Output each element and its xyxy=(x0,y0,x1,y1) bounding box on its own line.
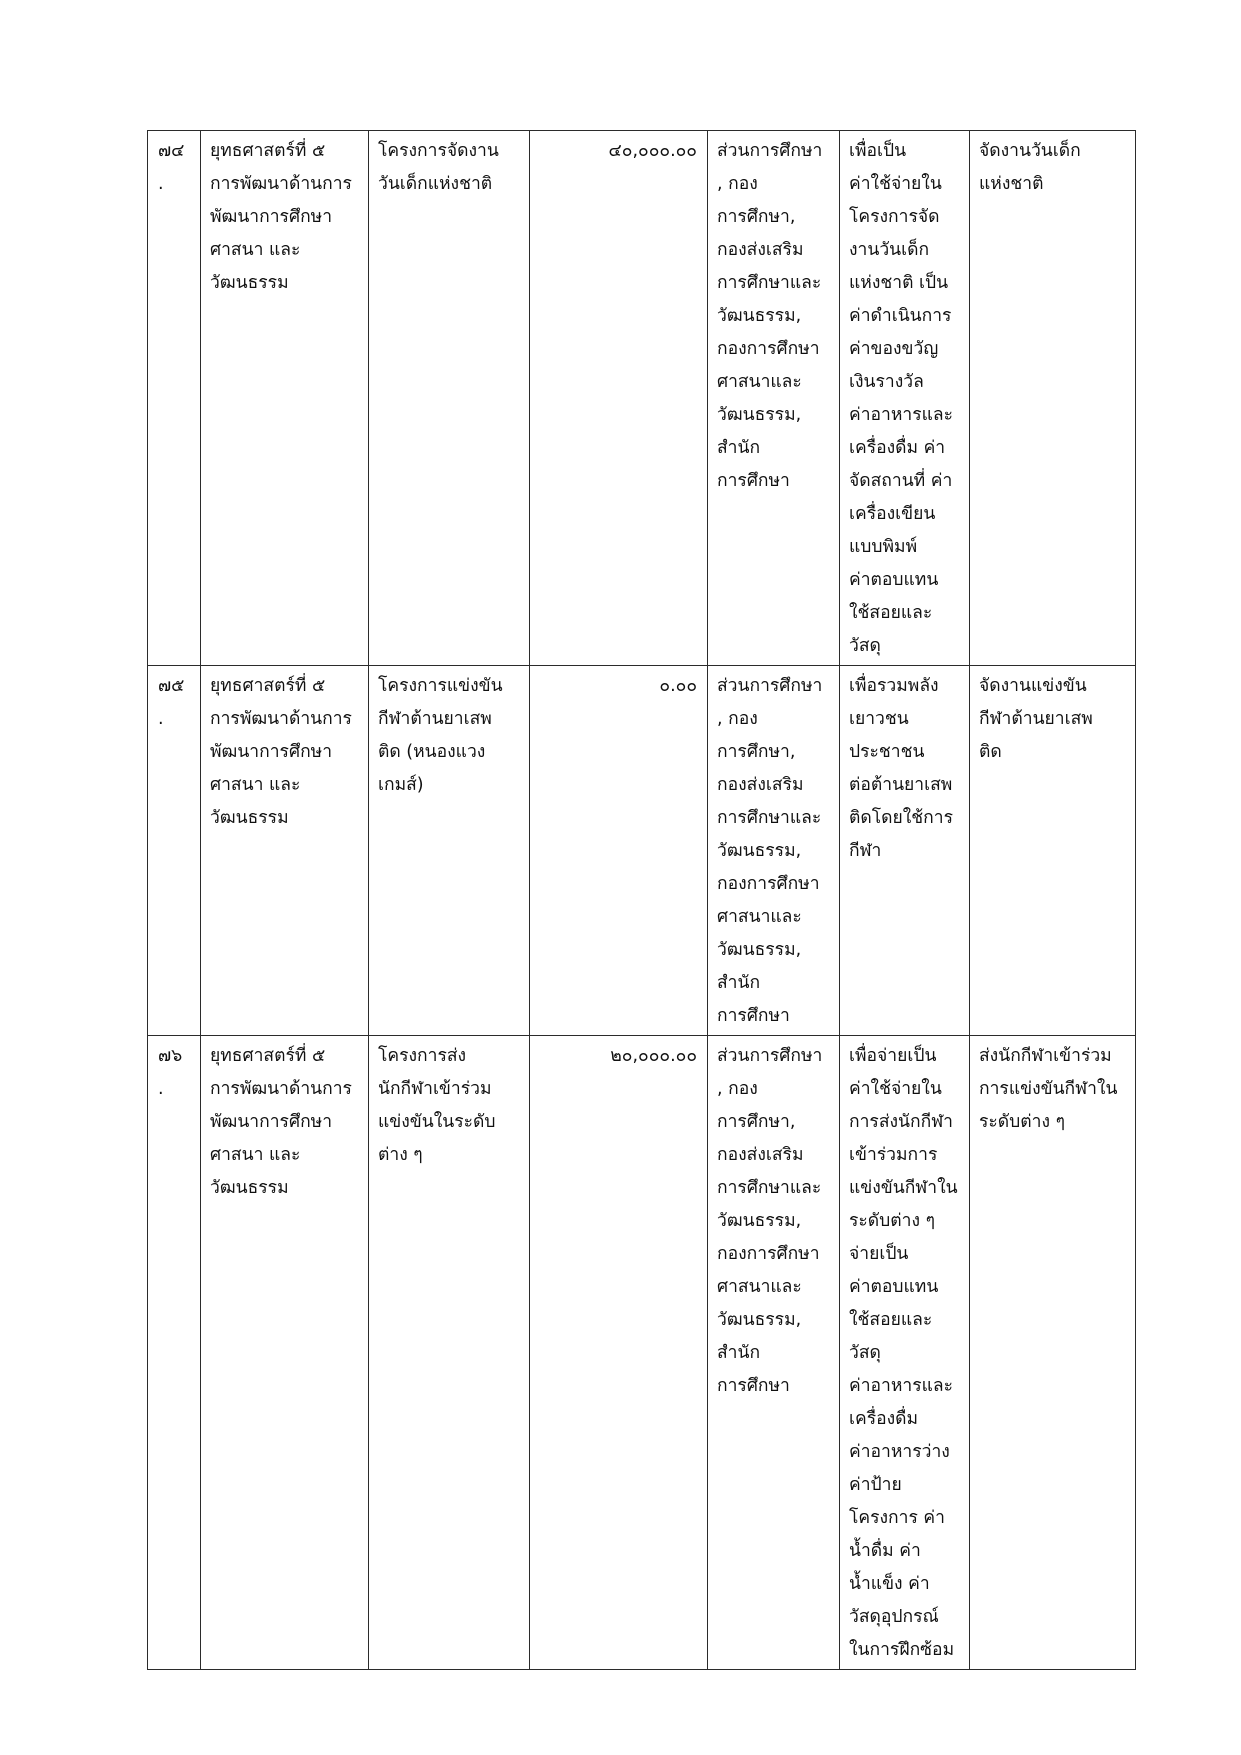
strategy-cell: ยุทธศาสตร์ที่ ๕ การพัฒนาด้านการ พัฒนาการศึกษา ศาสนา และ วัฒนธรรม xyxy=(201,131,369,666)
project-cell: โครงการส่ง นักกีฬาเข้าร่วม แข่งขันในระดับ ต่าง ๆ xyxy=(369,1036,530,1670)
budget-cell: ๔๐,๐๐๐.๐๐ xyxy=(530,131,708,666)
strategy-cell: ยุทธศาสตร์ที่ ๕ การพัฒนาด้านการ พัฒนาการศึกษา ศาสนา และ วัฒนธรรม xyxy=(201,666,369,1036)
output-cell: จัดงานแข่งขัน กีฬาต้านยาเสพ ติด xyxy=(970,666,1136,1036)
table-row xyxy=(148,131,1136,666)
output-cell: จัดงานวันเด็ก แห่งชาติ xyxy=(970,131,1136,666)
objective-cell: เพื่อเป็น ค่าใช้จ่ายใน โครงการจัด งานวันเด็ก แห่งชาติ เป็น ค่าดำเนินการ ค่าของขวัญ เงินรางวัล ค่าอาหารและ เครื่องดื่ม ค่า จัดสถานที่ ค่า เครื่องเขียน แบบพิมพ์ ค่าตอบแทน ใช้สอยและ วัสดุ xyxy=(840,131,970,666)
agency-cell: ส่วนการศึกษา , กอง การศึกษา, กองส่งเสริม การศึกษาและ วัฒนธรรม, กองการศึกษา ศาสนาและ วัฒนธรรม, สำนัก การศึกษา xyxy=(708,1036,840,1670)
budget-cell: ๐.๐๐ xyxy=(530,666,708,1036)
row-number: ๗๕ . xyxy=(148,666,201,1036)
output-cell: ส่งนักกีฬาเข้าร่วม การแข่งขันกีฬาใน ระดับต่าง ๆ xyxy=(970,1036,1136,1670)
table-row xyxy=(148,666,1136,1036)
agency-cell: ส่วนการศึกษา , กอง การศึกษา, กองส่งเสริม การศึกษาและ วัฒนธรรม, กองการศึกษา ศาสนาและ วัฒนธรรม, สำนัก การศึกษา xyxy=(708,131,840,666)
strategy-cell: ยุทธศาสตร์ที่ ๕ การพัฒนาด้านการ พัฒนาการศึกษา ศาสนา และ วัฒนธรรม xyxy=(201,1036,369,1670)
table-row xyxy=(148,1036,1136,1670)
objective-cell: เพื่อรวมพลัง เยาวชน ประชาชน ต่อต้านยาเสพ ติดโดยใช้การ กีฬา xyxy=(840,666,970,1036)
project-cell: โครงการแข่งขัน กีฬาต้านยาเสพ ติด (หนองแวง เกมส์) xyxy=(369,666,530,1036)
project-table xyxy=(147,130,1136,1670)
row-number: ๗๔ . xyxy=(148,131,201,666)
agency-cell: ส่วนการศึกษา , กอง การศึกษา, กองส่งเสริม การศึกษาและ วัฒนธรรม, กองการศึกษา ศาสนาและ วัฒนธรรม, สำนัก การศึกษา xyxy=(708,666,840,1036)
project-cell: โครงการจัดงาน วันเด็กแห่งชาติ xyxy=(369,131,530,666)
row-number: ๗๖ . xyxy=(148,1036,201,1670)
objective-cell: เพื่อจ่ายเป็น ค่าใช้จ่ายใน การส่งนักกีฬา เข้าร่วมการ แข่งขันกีฬาใน ระดับต่าง ๆ จ่ายเป็น ค่าตอบแทน ใช้สอยและ วัสดุ ค่าอาหารและ เครื่องดื่ม ค่าอาหารว่าง ค่าป้าย โครงการ ค่า น้ำดื่ม ค่า น้ำแข็ง ค่า วัสดุอุปกรณ์ ในการฝึกซ้อม xyxy=(840,1036,970,1670)
budget-cell: ๒๐,๐๐๐.๐๐ xyxy=(530,1036,708,1670)
